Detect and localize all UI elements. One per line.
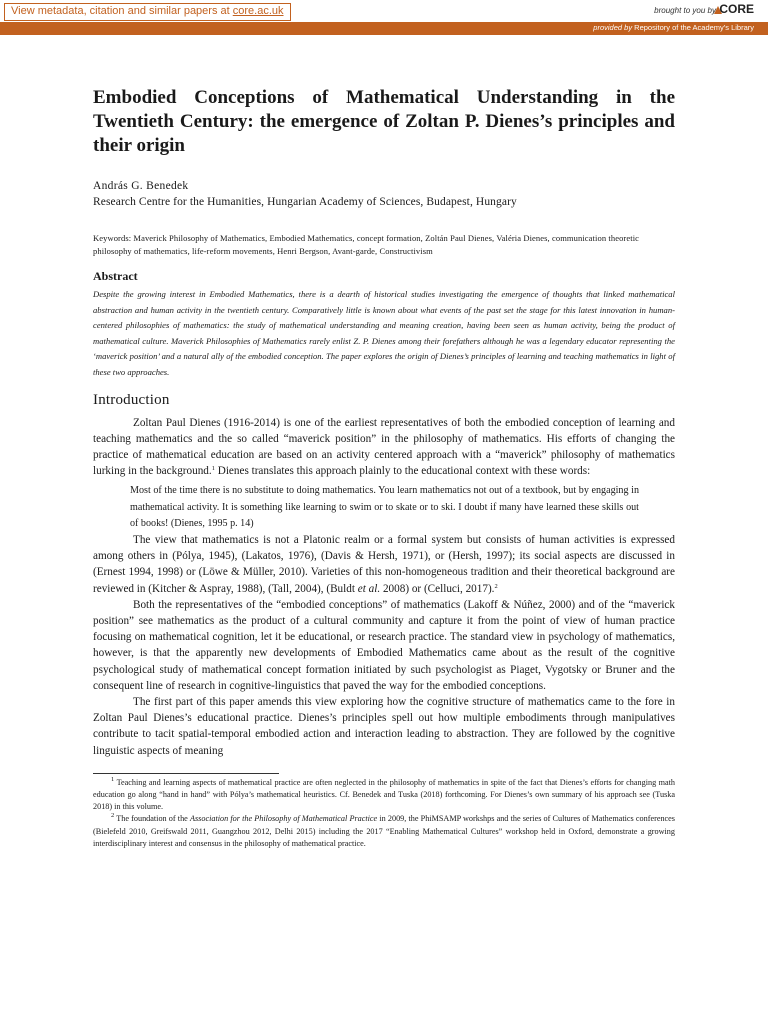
introduction-heading: Introduction [93, 391, 170, 408]
author-affiliation: Research Centre for the Humanities, Hungarian Academy of Sciences, Budapest, Hungary [93, 196, 517, 208]
intro-paragraph-1 [93, 415, 675, 480]
footnote-ref-1[interactable]: 1 [211, 465, 215, 473]
core-banner [0, 0, 768, 34]
footnote-2-text-b: in 2009, the PhiMSAMP workshps and the series of Cultures of Mathematics conferences (Bielefeld 2010, Greifswald 2011, Guangzhou 2012, Delhi 2015) including the 2017 “Enabling Mathematical Cultures” workshop held in Oxford, demonstrate a growing interdisciplinary interest and consensus in the philosophy of mathematical practice. [93, 814, 675, 848]
intro-paragraph-3: Both the representatives of the “embodied conceptions” of mathematics (Lakoff & Núñez, 2000) and of the “maverick position” see mathematics as the product of a cultural community and capture it from the point of view of human practice focusing on mathematical cognition, let it be educational, or research practice. The standard view in psychology of mathematics, however, is that the apparently new developments of Embodied Mathematics came about as the result of the cognitive psychological study of mathematical concept formation initiated by such psychologist as Piaget, Vygotsky or Bruner and the consequent line of research in cognitive-linguistics that paved the way for the embodied conceptions. [93, 598, 675, 692]
footnote-2-number: 2 [111, 812, 115, 820]
p1-text-a: Zoltan Paul Dienes (1916-2014) is one of the earliest representatives of both the embodied conception of learning and teaching mathematics and the so called “maverick position” in the philosophy of mathematics. His efforts of changing the practice of mathematical education are based on an activity centered approach with a “maverick” philosophy of mathematics lurking in the background. [93, 416, 675, 478]
footnote-ref-2[interactable]: 2 [494, 582, 498, 590]
intro-paragraph-4: The first part of this paper amends this view exploring how the cognitive structure of mathematics came to the fore in Zoltan Paul Dienes’s educational practice. Dienes’s principles spell out how multiple embodiments through manipulatives contribute to tacit spatial-temporal embodied action and interaction leading to abstraction. They are followed by the cognitive linguistic aspects of meaning [93, 696, 675, 757]
core-logo[interactable]: CORE [719, 2, 754, 16]
brought-to-you-by: brought to you by [654, 6, 716, 15]
abstract-heading: Abstract [93, 269, 138, 283]
footnote-2 [93, 813, 675, 850]
footnote-2-text-a: The foundation of the [114, 814, 190, 824]
paper-page [93, 86, 675, 850]
p2-text-b: 2008) or (Celluci, 2017). [380, 582, 495, 595]
p2-et-al: et al. [357, 582, 381, 595]
footnote-divider [93, 773, 279, 774]
footnote-1-number: 1 [111, 775, 115, 783]
metadata-prefix: View metadata, citation and similar papers at [11, 5, 233, 17]
core-provided-bar [0, 22, 768, 35]
p2-text-a: The view that mathematics is not a Platonic realm or a formal system but consists of human activities is expressed among others in (Pólya, 1945), (Lakatos, 1976), (Davis & Hersh, 1971), or (Hersh, 1997); its social aspects are discussed in (Ernest 1994, 1998) or (Löwe & Müller, 2010). Varieties of this non-homogeneous tradition and their theoretical background are reviewed in (Kitcher & Aspray, 1988), (Tall, 2004), (Buldt [93, 533, 675, 595]
p1-text-b: Dienes translates this approach plainly to the educational context with these words: [214, 465, 591, 478]
provided-by-text [593, 23, 754, 32]
view-metadata-link-box[interactable] [4, 3, 291, 21]
abstract-text: Despite the growing interest in Embodied Mathematics, there is a dearth of historical studies investigating the emergence of thoughts that linked mathematical abstraction and human activity in the twentieth century. Comparatively little is known about what events of the past set the stage for this latest innovation in human-centered philosophies of mathematics: the study of mathematical understanding and meaning creation, having been seen as human activity, being the product of mathematical culture. Maverick Philosophies of Mathematics rarely enlist Z. P. Dienes among their forefathers although he was a legendary educator representing the ‘maverick position’ and a natural ally of the embodied conception. The paper explores the origin of Dienes’s principles of learning and teaching mathematics in light of these two approaches. [93, 289, 675, 377]
intro-paragraph-2 [93, 532, 675, 597]
provided-by-prefix: provided by [593, 23, 633, 32]
block-quote: Most of the time there is no substitute to doing mathematics. You learn mathematics not out of a textbook, but by engaging in mathematical activity. It is something like learning to swim or to skate or to ski. I doubt if many have learned these skills out of books! (Dienes, 1995 p. 14) [130, 485, 639, 529]
footnote-1-text: Teaching and learning aspects of mathematical practice are often neglected in the philosophy of mathematics in spite of the fact that Dienes’s efforts for changing math education go along “hand in hand” with Pólya’s mathematical heuristics. Cf. Benedek and Tuska (2018) forthcoming. For Dienes’s own summary of his approach see (Tuska 2018) in this volume. [93, 777, 675, 812]
keywords: Keywords: Maverick Philosophy of Mathematics, Embodied Mathematics, concept formation, Zoltán Paul Dienes, Valéria Dienes, communication theoretic philosophy of mathematics, life-reform movements, Henri Bergson, Avant-garde, Constructivism [93, 233, 640, 256]
author-name: András G. Benedek [93, 180, 189, 192]
core-banner-top [0, 0, 768, 23]
paper-title: Embodied Conceptions of Mathematical Understanding in the Twentieth Century: the emergence of Zoltan P. Dienes’s principles and their origin [93, 87, 675, 156]
core-ac-uk-link[interactable]: core.ac.uk [232, 5, 284, 17]
provided-by-repository[interactable]: Repository of the Academy's Library [634, 23, 754, 32]
footnote-1 [93, 777, 675, 814]
footnote-2-italic: Association for the Philosophy of Mathematical Practice [189, 814, 378, 824]
